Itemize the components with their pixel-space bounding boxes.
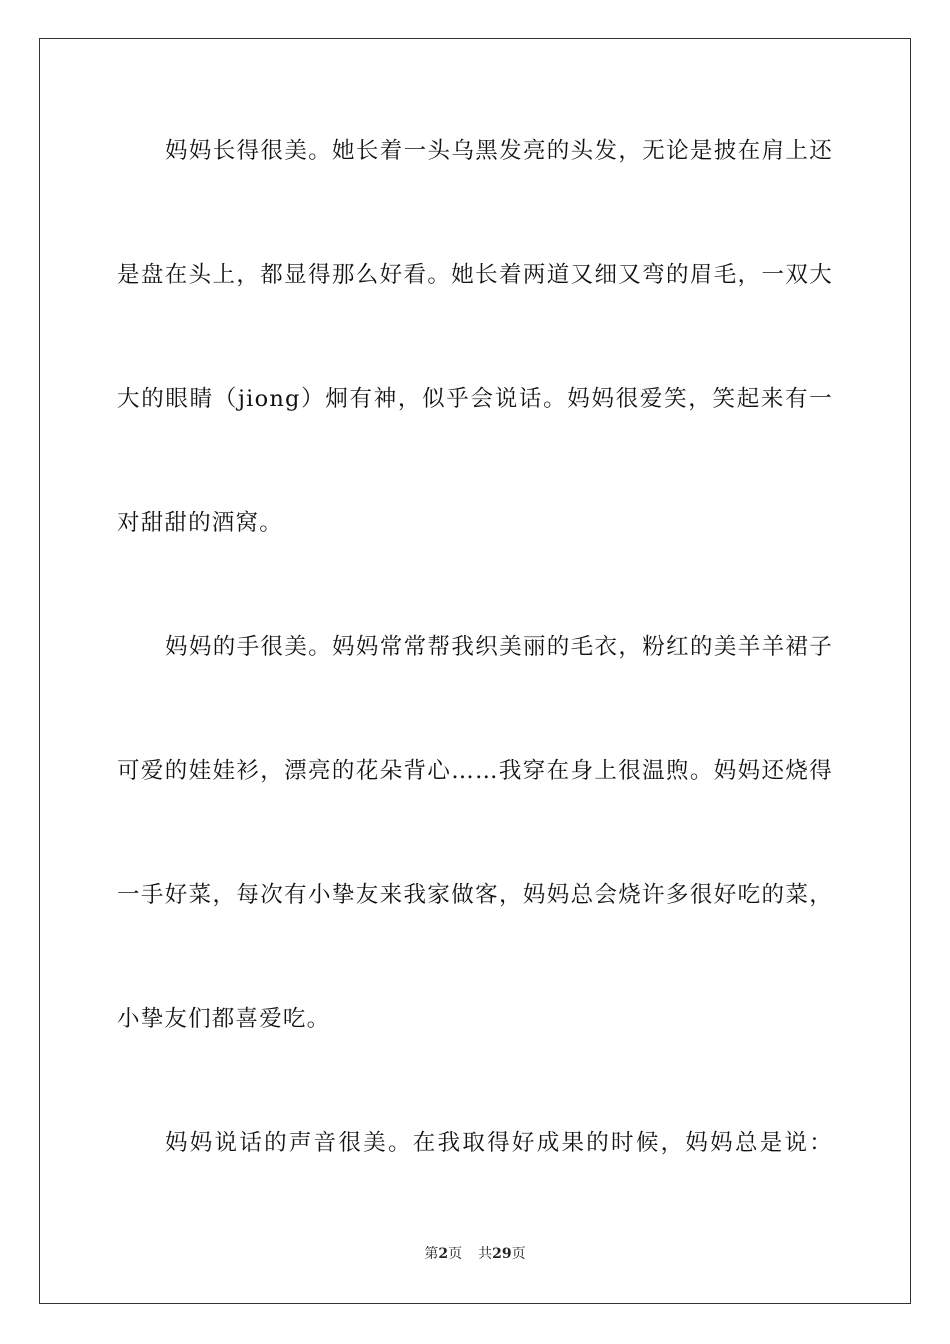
paragraph-3-line-1: 妈妈说话的声音很美。在我取得好成果的时候，妈妈总是说：: [165, 1130, 833, 1156]
total-pages: 29: [492, 1246, 512, 1262]
page-border: [39, 38, 911, 1304]
page-suffix: 页: [448, 1246, 463, 1262]
paragraph-2-line-3: 一手好菜，每次有小挚友来我家做客，妈妈总会烧许多很好吃的菜，: [117, 882, 833, 908]
paragraph-1-line-3: 大的眼睛（jiong）炯有神，似乎会说话。妈妈很爱笑，笑起来有一: [117, 386, 833, 412]
page-prefix: 第: [424, 1246, 439, 1262]
total-prefix: 共: [478, 1246, 493, 1262]
paragraph-2-line-2: 可爱的娃娃衫，漂亮的花朵背心……我穿在身上很温煦。妈妈还烧得: [117, 758, 833, 784]
page-footer: [0, 1245, 950, 1263]
paragraph-2-line-1: 妈妈的手很美。妈妈常常帮我织美丽的毛衣，粉红的美羊羊裙子: [165, 634, 833, 660]
total-suffix: 页: [511, 1246, 526, 1262]
paragraph-1-line-2: 是盘在头上，都显得那么好看。她长着两道又细又弯的眉毛，一双大: [117, 262, 833, 288]
paragraph-1-line-4: 对甜甜的酒窝。: [117, 510, 283, 536]
paragraph-2-line-4: 小挚友们都喜爱吃。: [117, 1006, 331, 1032]
paragraph-1-line-1: 妈妈长得很美。她长着一头乌黑发亮的头发，无论是披在肩上还: [165, 138, 833, 164]
page-number: 2: [438, 1246, 449, 1262]
